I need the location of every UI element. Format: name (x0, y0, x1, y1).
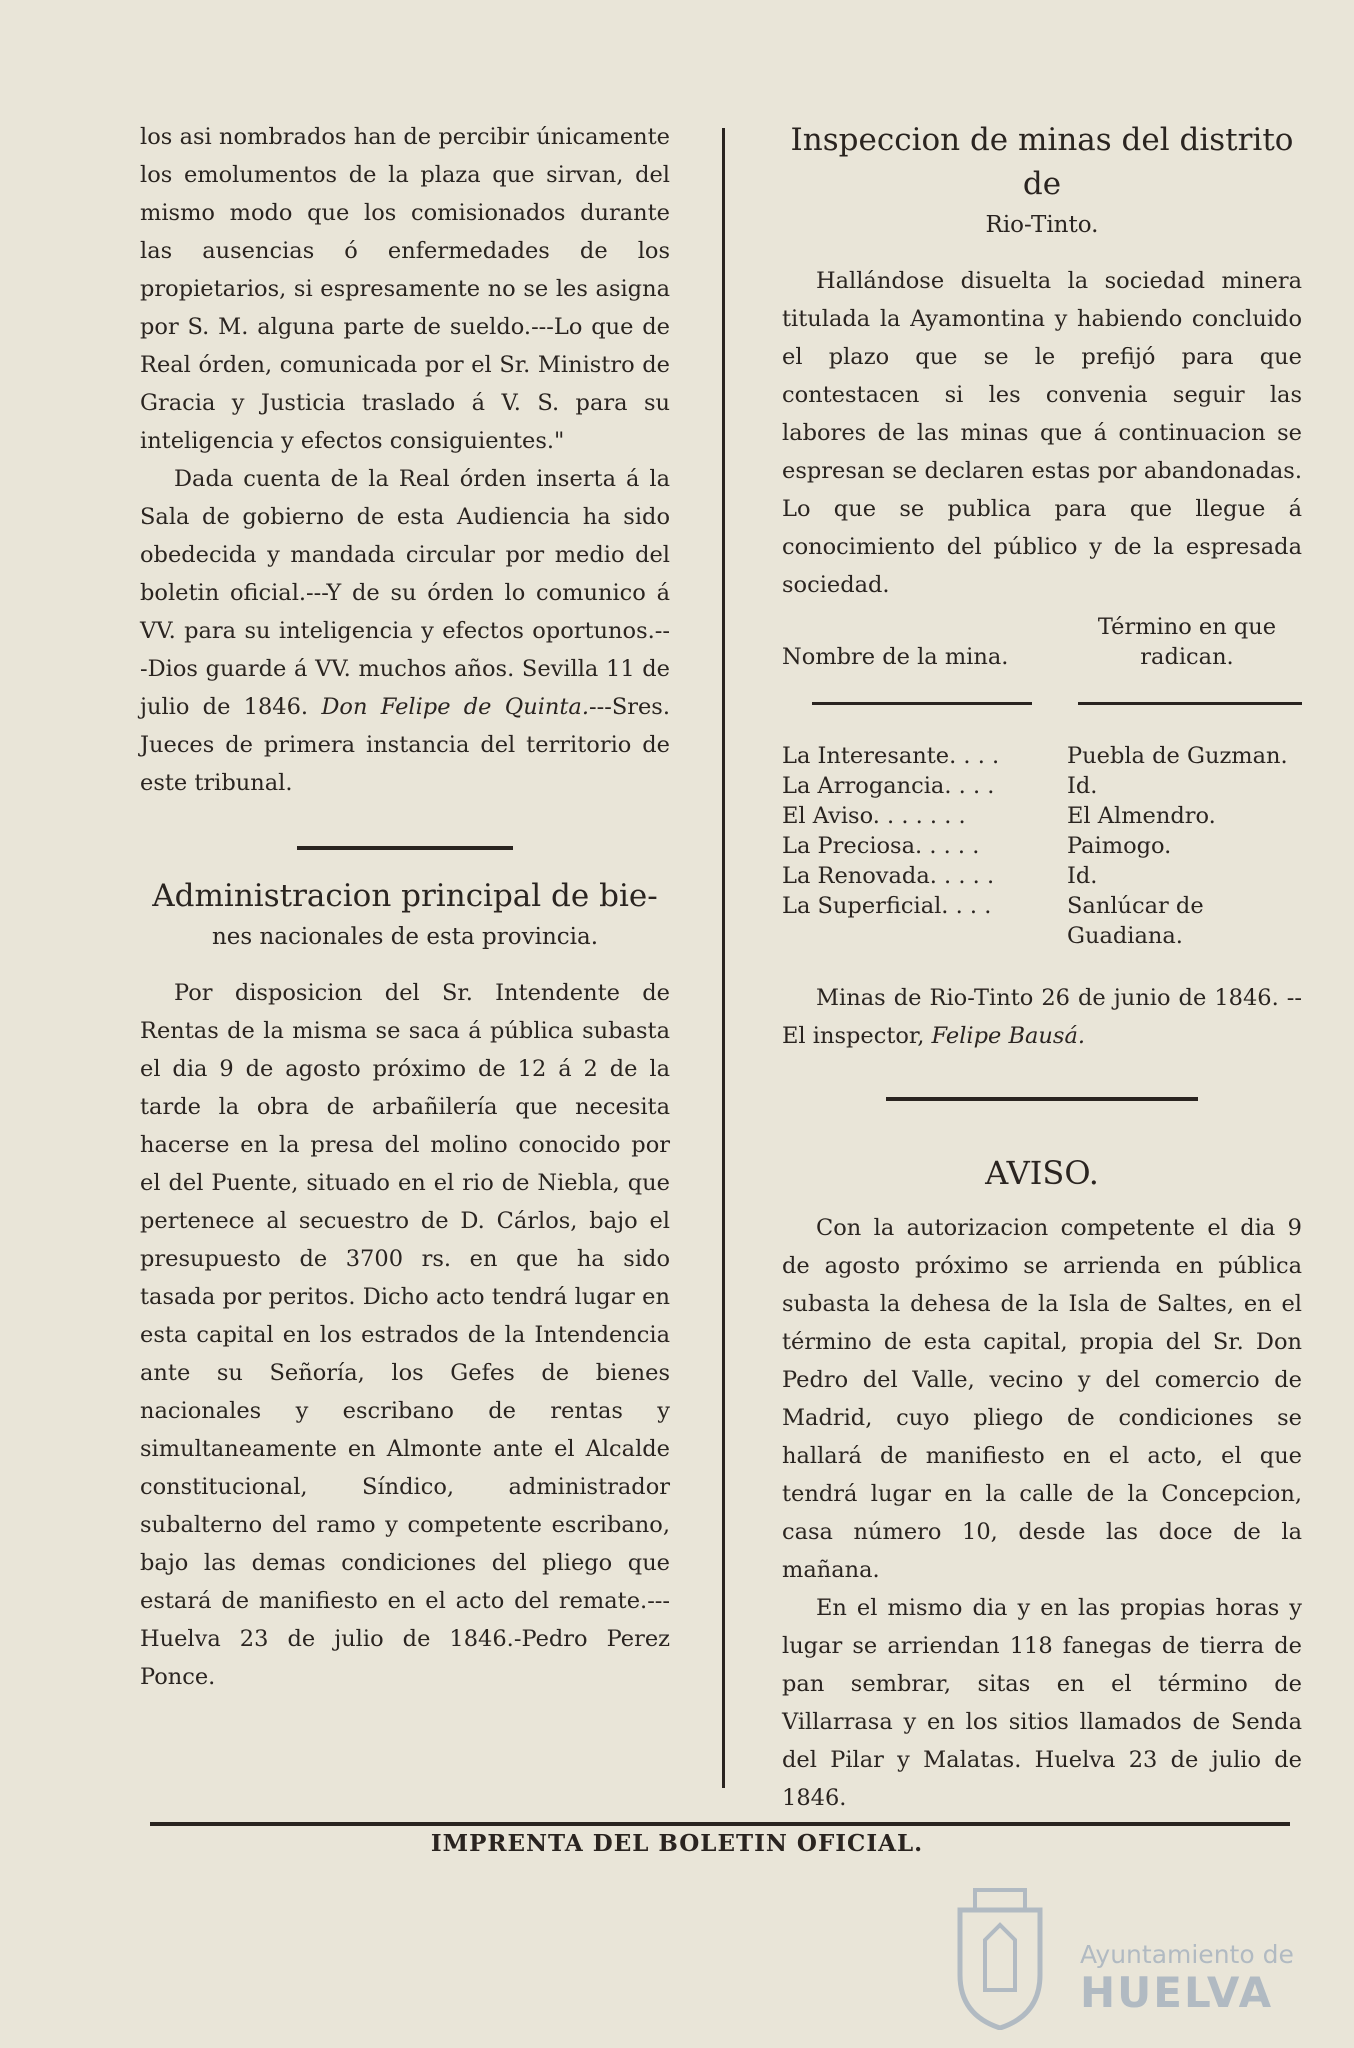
mine-row (782, 831, 1302, 861)
paragraph: En el mismo dia y en las propias horas y lugar se arriendan 118 fanegas de tierra de pan sembrar, sitas en el término de Villarrasa y en los sitios llamados de Senda del Pilar y Malatas. Huelva 23 de julio de 1846. (782, 1595, 1302, 1811)
paragraph: Con la autorizacion competente el dia 9 de agosto próximo se arrienda en pública subasta la dehesa de la Isla de Saltes, en el término de esta capital, propia del Sr. Don Pedro del Valle, vecino y del comercio de Madrid, cuyo pliego de condiciones se hallará de manifiesto en el acto, el que tendrá lugar en la calle de la Concepcion, casa número 10, desde las doce de la mañana. (782, 1215, 1302, 1583)
mine-name: La Renovada. . . . . (782, 863, 995, 889)
mine-name: La Interesante. . . . (782, 743, 1000, 769)
section-subtitle: nes nacionales de esta provincia. (211, 924, 599, 950)
table-rules (812, 702, 1302, 705)
mine-term: Sanlúcar de Guadiana. (1067, 893, 1204, 949)
mine-row (782, 771, 1302, 801)
paragraph: Por disposicion del Sr. Intendente de Rentas de la misma se saca á pública subasta el dia 9 de agosto próximo de 12 á 2 de la tarde la obra de arbañilería que necesita hacerse en la presa del molino conocido por el del Puente, situado en el rio de Niebla, que pertenece al secuestro de D. Cárlos, bajo el presupuesto de 3700 rs. en que ha sido tasada por peritos. Dicho acto tendrá lugar en esta capital en los estrados de la Intendencia ante su Señoría, los Gefes de bienes nacionales y escribano de rentas y simultaneamente en Almonte ante el Alcalde constitucional, Síndico, administrador subalterno del ramo y competente escribano, bajo las demas condiciones del pliego que estará de manifiesto en el acto del remate.---Huelva 23 de julio de 1846.-Pedro Perez Ponce. (140, 980, 670, 1690)
mine-term: Puebla de Guzman. (1067, 743, 1288, 769)
section-title: Inspeccion de minas del distrito de (790, 122, 1294, 202)
paragraph: Dada cuenta de la Real órden inserta á la Sala de gobierno de esta Audiencia ha sido obedecida y mandada circular por medio del boletin oficial.---Y de su órden lo comunico á VV. para su inteligencia y efectos oportunos.---Dios guarde á VV. muchos años. Sevilla 11 de julio de 1846. Don Felipe de Quinta.---Sres. Jueces de primera instancia del territorio de este tribunal. (140, 466, 671, 796)
section-divider (886, 1097, 1198, 1101)
mine-row (782, 741, 1302, 771)
rule (1078, 702, 1302, 705)
watermark-line1: Ayuntamiento de (1080, 1940, 1294, 1969)
watermark (940, 1880, 1300, 2030)
signature: Don Felipe de Quinta. (321, 694, 590, 720)
paragraph: Minas de Rio-Tinto 26 de junio de 1846. --El inspector, Felipe Bausá. (782, 985, 1302, 1049)
header-term: Término en que radican. (1097, 614, 1277, 670)
section-subtitle: Rio-Tinto. (985, 212, 1099, 238)
mine-term: El Almendro. (1067, 803, 1216, 829)
mine-name: La Superficial. . . . (782, 893, 992, 919)
mine-name: El Aviso. . . . . . . (782, 803, 966, 829)
mines-table (782, 741, 1302, 951)
paragraph: los asi nombrados han de percibir únicamente los emolumentos de la plaza que sirvan, del mismo modo que los comisionados durante las ausencias ó enfermedades de los propietarios, si espresamente no se les asigna por S. M. alguna parte de sueldo.---Lo que de Real órden, comunicada por el Sr. Ministro de Gracia y Justicia traslado á V. S. para su inteligencia y efectos consiguientes." (140, 124, 670, 454)
mine-row (782, 861, 1302, 891)
rule (812, 702, 1032, 705)
header-name: Nombre de la mina. (782, 644, 1009, 670)
signature: Felipe Bausá. (931, 1023, 1086, 1049)
column-divider (722, 128, 725, 1788)
mine-row (782, 801, 1302, 831)
imprint-footer: IMPRENTA DEL BOLETIN OFICIAL. (430, 1830, 924, 1857)
section-divider (297, 846, 513, 850)
mine-name: La Arrogancia. . . . (782, 773, 995, 799)
footer-rule (150, 1822, 1290, 1826)
mine-row (782, 891, 1302, 951)
aviso-title: AVISO. (985, 1154, 1099, 1192)
paragraph: Hallándose disuelta la sociedad minera titulada la Ayamontina y habiendo concluido el plazo que se le prefijó para que contestacen si les convenia seguir las labores de las minas que á continuacion se espresan se declaren estas por abandonadas. Lo que se publica para que llegue á conocimiento del público y de la espresada sociedad. (782, 268, 1302, 598)
mine-term: Paimogo. (1067, 833, 1172, 859)
watermark-line2: HUELVA (1080, 1968, 1274, 2017)
mines-table-header (782, 612, 1302, 672)
mine-name: La Preciosa. . . . . (782, 833, 980, 859)
crest-icon (940, 1880, 1060, 2030)
mine-term: Id. (1067, 863, 1098, 889)
section-title: Administracion principal de bie- (152, 878, 658, 914)
right-column (782, 118, 1302, 1817)
mine-term: Id. (1067, 773, 1098, 799)
left-column (140, 118, 670, 1696)
